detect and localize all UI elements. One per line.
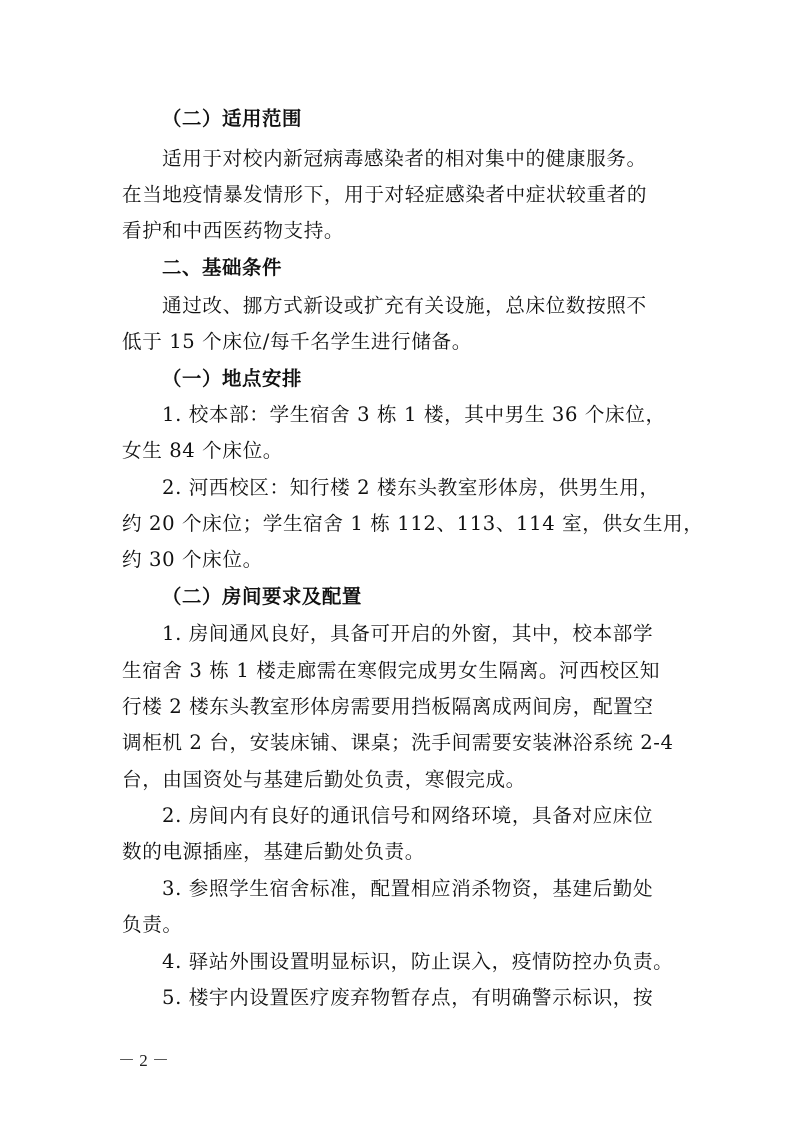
paragraph-line: 2. 房间内有良好的通讯信号和网络环境，具备对应床位 xyxy=(162,804,654,827)
paragraph-line: 负责。 xyxy=(122,913,183,936)
paragraph-line: 数的电源插座，基建后勤处负责。 xyxy=(122,840,425,863)
section-heading-scope: （二）适用范围 xyxy=(162,107,302,130)
page-number: － 2 － xyxy=(118,1051,169,1070)
paragraph-line: 2. 河西校区：知行楼 2 楼东头教室形体房，供男生用， xyxy=(162,476,660,499)
section-heading-room-requirements: （二）房间要求及配置 xyxy=(162,585,362,608)
section-heading-location: （一）地点安排 xyxy=(162,367,302,390)
paragraph-line: 行楼 2 楼东头教室形体房需要用挡板隔离成两间房，配置空 xyxy=(122,695,654,718)
paragraph-line: 台，由国资处与基建后勤处负责，寒假完成。 xyxy=(122,768,526,791)
paragraph-line: 通过改、挪方式新设或扩充有关设施，总床位数按照不 xyxy=(162,294,647,317)
paragraph-line: 女生 84 个床位。 xyxy=(122,439,283,462)
paragraph-line: 在当地疫情暴发情形下，用于对轻症感染者中症状较重者的 xyxy=(122,183,648,206)
paragraph-line: 4. 驿站外围设置明显标识，防止误入，疫情防控办负责。 xyxy=(162,950,674,973)
section-heading-basic-conditions: 二、基础条件 xyxy=(162,256,282,279)
paragraph-line: 5. 楼宇内设置医疗废弃物暂存点，有明确警示标识，按 xyxy=(162,986,654,1009)
paragraph-line: 约 20 个床位；学生宿舍 1 栋 112、113、114 室，供女生用， xyxy=(122,512,704,535)
paragraph-line: 调柜机 2 台，安装床铺、课桌；洗手间需要安装淋浴系统 2-4 xyxy=(122,731,674,754)
paragraph-line: 看护和中西医药物支持。 xyxy=(122,219,345,242)
paragraph-line: 生宿舍 3 栋 1 楼走廊需在寒假完成男女生隔离。河西校区知 xyxy=(122,659,661,682)
paragraph-line: 低于 15 个床位/每千名学生进行储备。 xyxy=(122,330,472,353)
paragraph-line: 约 30 个床位。 xyxy=(122,548,263,571)
paragraph-line: 1. 房间通风良好，具备可开启的外窗，其中，校本部学 xyxy=(162,622,654,645)
paragraph-line: 1. 校本部：学生宿舍 3 栋 1 楼，其中男生 36 个床位， xyxy=(162,403,666,426)
paragraph-line: 3. 参照学生宿舍标准，配置相应消杀物资，基建后勤处 xyxy=(162,877,654,900)
paragraph-line: 适用于对校内新冠病毒感染者的相对集中的健康服务。 xyxy=(162,147,647,170)
